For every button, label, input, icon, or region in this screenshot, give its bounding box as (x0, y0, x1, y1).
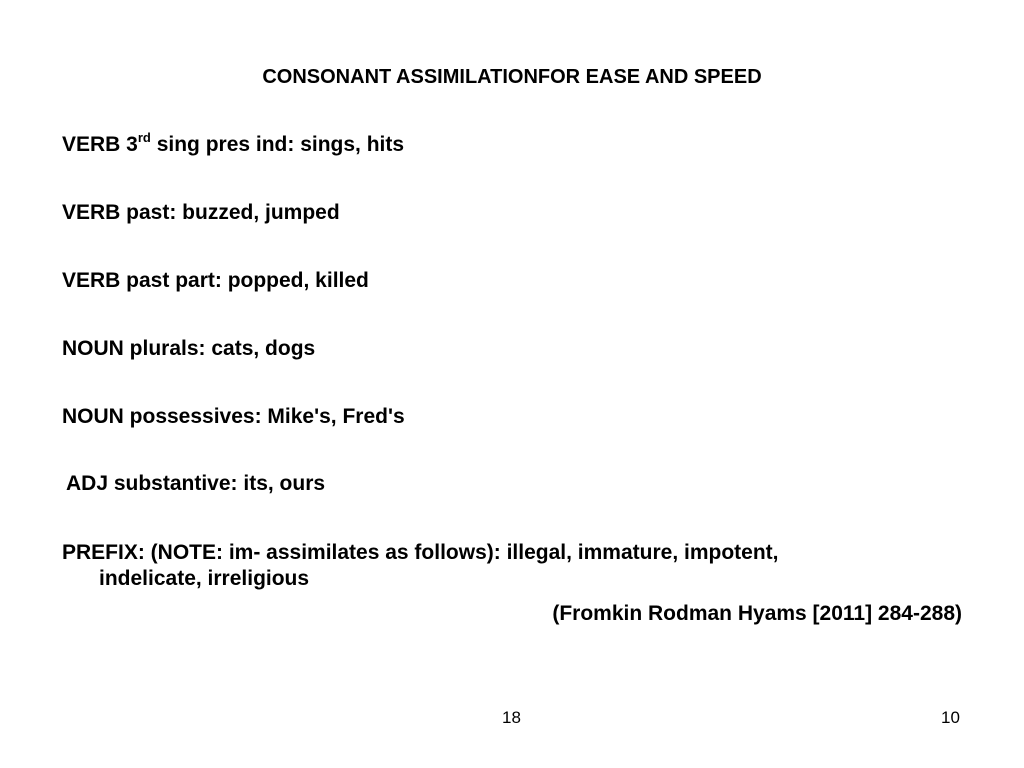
footer-page-number-right: 10 (941, 708, 960, 727)
example-line-verb-past: VERB past: buzzed, jumped (62, 201, 340, 224)
example-line-verb-3rd-sing-rest: sing pres ind: sings, hits (150, 133, 405, 156)
example-line-prefix (62, 540, 962, 592)
example-line-prefix-continuation: indelicate, irreligious (99, 567, 310, 590)
example-line-noun-possessives: NOUN possessives: Mike's, Fred's (62, 405, 405, 428)
example-line-verb-3rd-sing-main: VERB 3 (62, 133, 138, 156)
example-line-verb-3rd-sing (62, 129, 405, 158)
footer-page-number-center: 18 (502, 708, 521, 727)
example-line-verb-past-part: VERB past part: popped, killed (62, 269, 369, 292)
ordinal-superscript: rd (137, 129, 151, 145)
example-line-noun-plurals: NOUN plurals: cats, dogs (62, 337, 316, 360)
slide-title: CONSONANT ASSIMILATIONFOR EASE AND SPEED (262, 66, 762, 88)
example-line-adj-substantive: ADJ substantive: its, ours (66, 472, 326, 495)
citation: (Fromkin Rodman Hyams [2011] 284-288) (552, 602, 962, 625)
example-line-prefix-first: PREFIX: (NOTE: im- assimilates as follows): illegal, immature, impotent, (62, 541, 779, 564)
